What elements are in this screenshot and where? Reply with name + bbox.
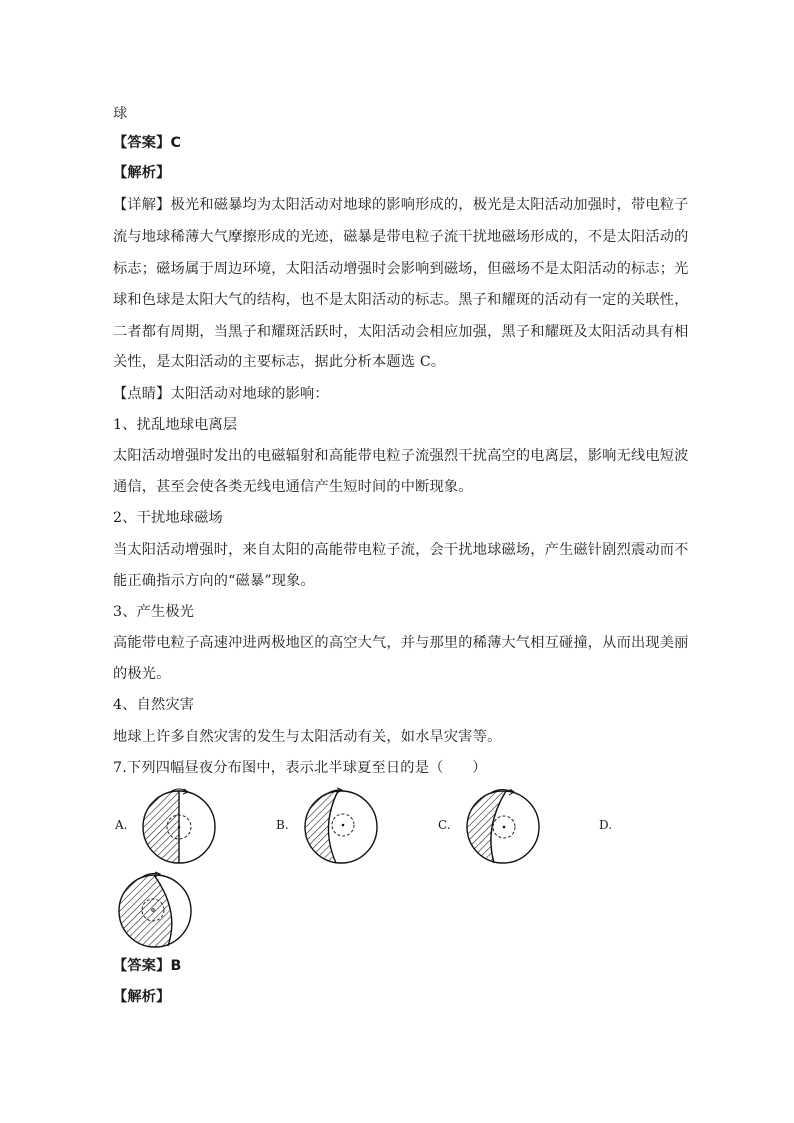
detail-paragraph-line: 【详解】极光和磁暴均为太阳活动对地球的影响形成的，极光是太阳活动加强时，带电粒子 <box>113 197 689 213</box>
paragraph-line: 高能带电粒子高速冲进两极地区的高空大气，并与那里的稀薄大气相互碰撞，从而出现美丽 <box>113 635 689 651</box>
list-heading: 3、产生极光 <box>113 604 195 620</box>
detail-paragraph-line: 标志；磁场属于周边环境，太阳活动增强时会影响到磁场，但磁场不是太阳活动的标志；光 <box>113 261 689 277</box>
answer-label: 【答案】C <box>113 135 182 151</box>
list-heading: 2、干扰地球磁场 <box>113 510 223 526</box>
detail-paragraph-line: 二者都有周期，当黑子和耀斑活跃时，太阳活动会相应加强，黑子和耀斑及太阳活动具有相 <box>113 324 689 340</box>
option-d-label: D. <box>599 818 613 832</box>
list-heading: 4、自然灾害 <box>113 697 195 713</box>
paragraph-line: 通信，甚至会使各类无线电通信产生短时间的中断现象。 <box>113 479 473 495</box>
tip-heading: 【点睛】太阳活动对地球的影响： <box>113 386 329 402</box>
globe-option-d <box>116 872 194 950</box>
globe-option-a <box>140 788 218 866</box>
detail-paragraph-line: 流与地球稀薄大气摩擦形成的光迹，磁暴是带电粒子流干扰地磁场形成的，不是太阳活动的 <box>113 229 689 245</box>
list-heading: 1、扰乱地球电离层 <box>113 417 238 433</box>
analysis-label: 【解析】 <box>113 165 171 181</box>
globe-option-c <box>464 788 542 866</box>
option-a-label: A. <box>115 818 128 832</box>
question-stem: 7.下列四幅昼夜分布图中，表示北半球夏至日的是（ ） <box>113 760 487 776</box>
paragraph-line: 能正确指示方向的“磁暴”现象。 <box>113 573 315 589</box>
detail-paragraph-line: 球和色球是太阳大气的结构，也不是太阳活动的标志。黑子和耀斑的活动有一定的关联性， <box>113 292 689 308</box>
paragraph-line: 当太阳活动增强时，来自太阳的高能带电粒子流，会干扰地球磁场，产生磁针剧烈震动而不 <box>113 542 689 558</box>
text-line: 球 <box>113 106 128 122</box>
option-c-label: C. <box>438 818 451 832</box>
detail-paragraph-line: 关性，是太阳活动的主要标志，据此分析本题选 C。 <box>113 354 446 370</box>
paragraph-line: 的极光。 <box>113 666 171 682</box>
option-b-label: B. <box>276 818 289 832</box>
paragraph-line: 太阳活动增强时发出的电磁辐射和高能带电粒子流强烈干扰高空的电离层，影响无线电短波 <box>113 448 689 464</box>
globe-option-b <box>302 788 380 866</box>
answer-label: 【答案】B <box>113 958 182 974</box>
analysis-label: 【解析】 <box>113 989 171 1005</box>
paragraph-line: 地球上许多自然灾害的发生与太阳活动有关，如水旱灾害等。 <box>113 729 502 745</box>
